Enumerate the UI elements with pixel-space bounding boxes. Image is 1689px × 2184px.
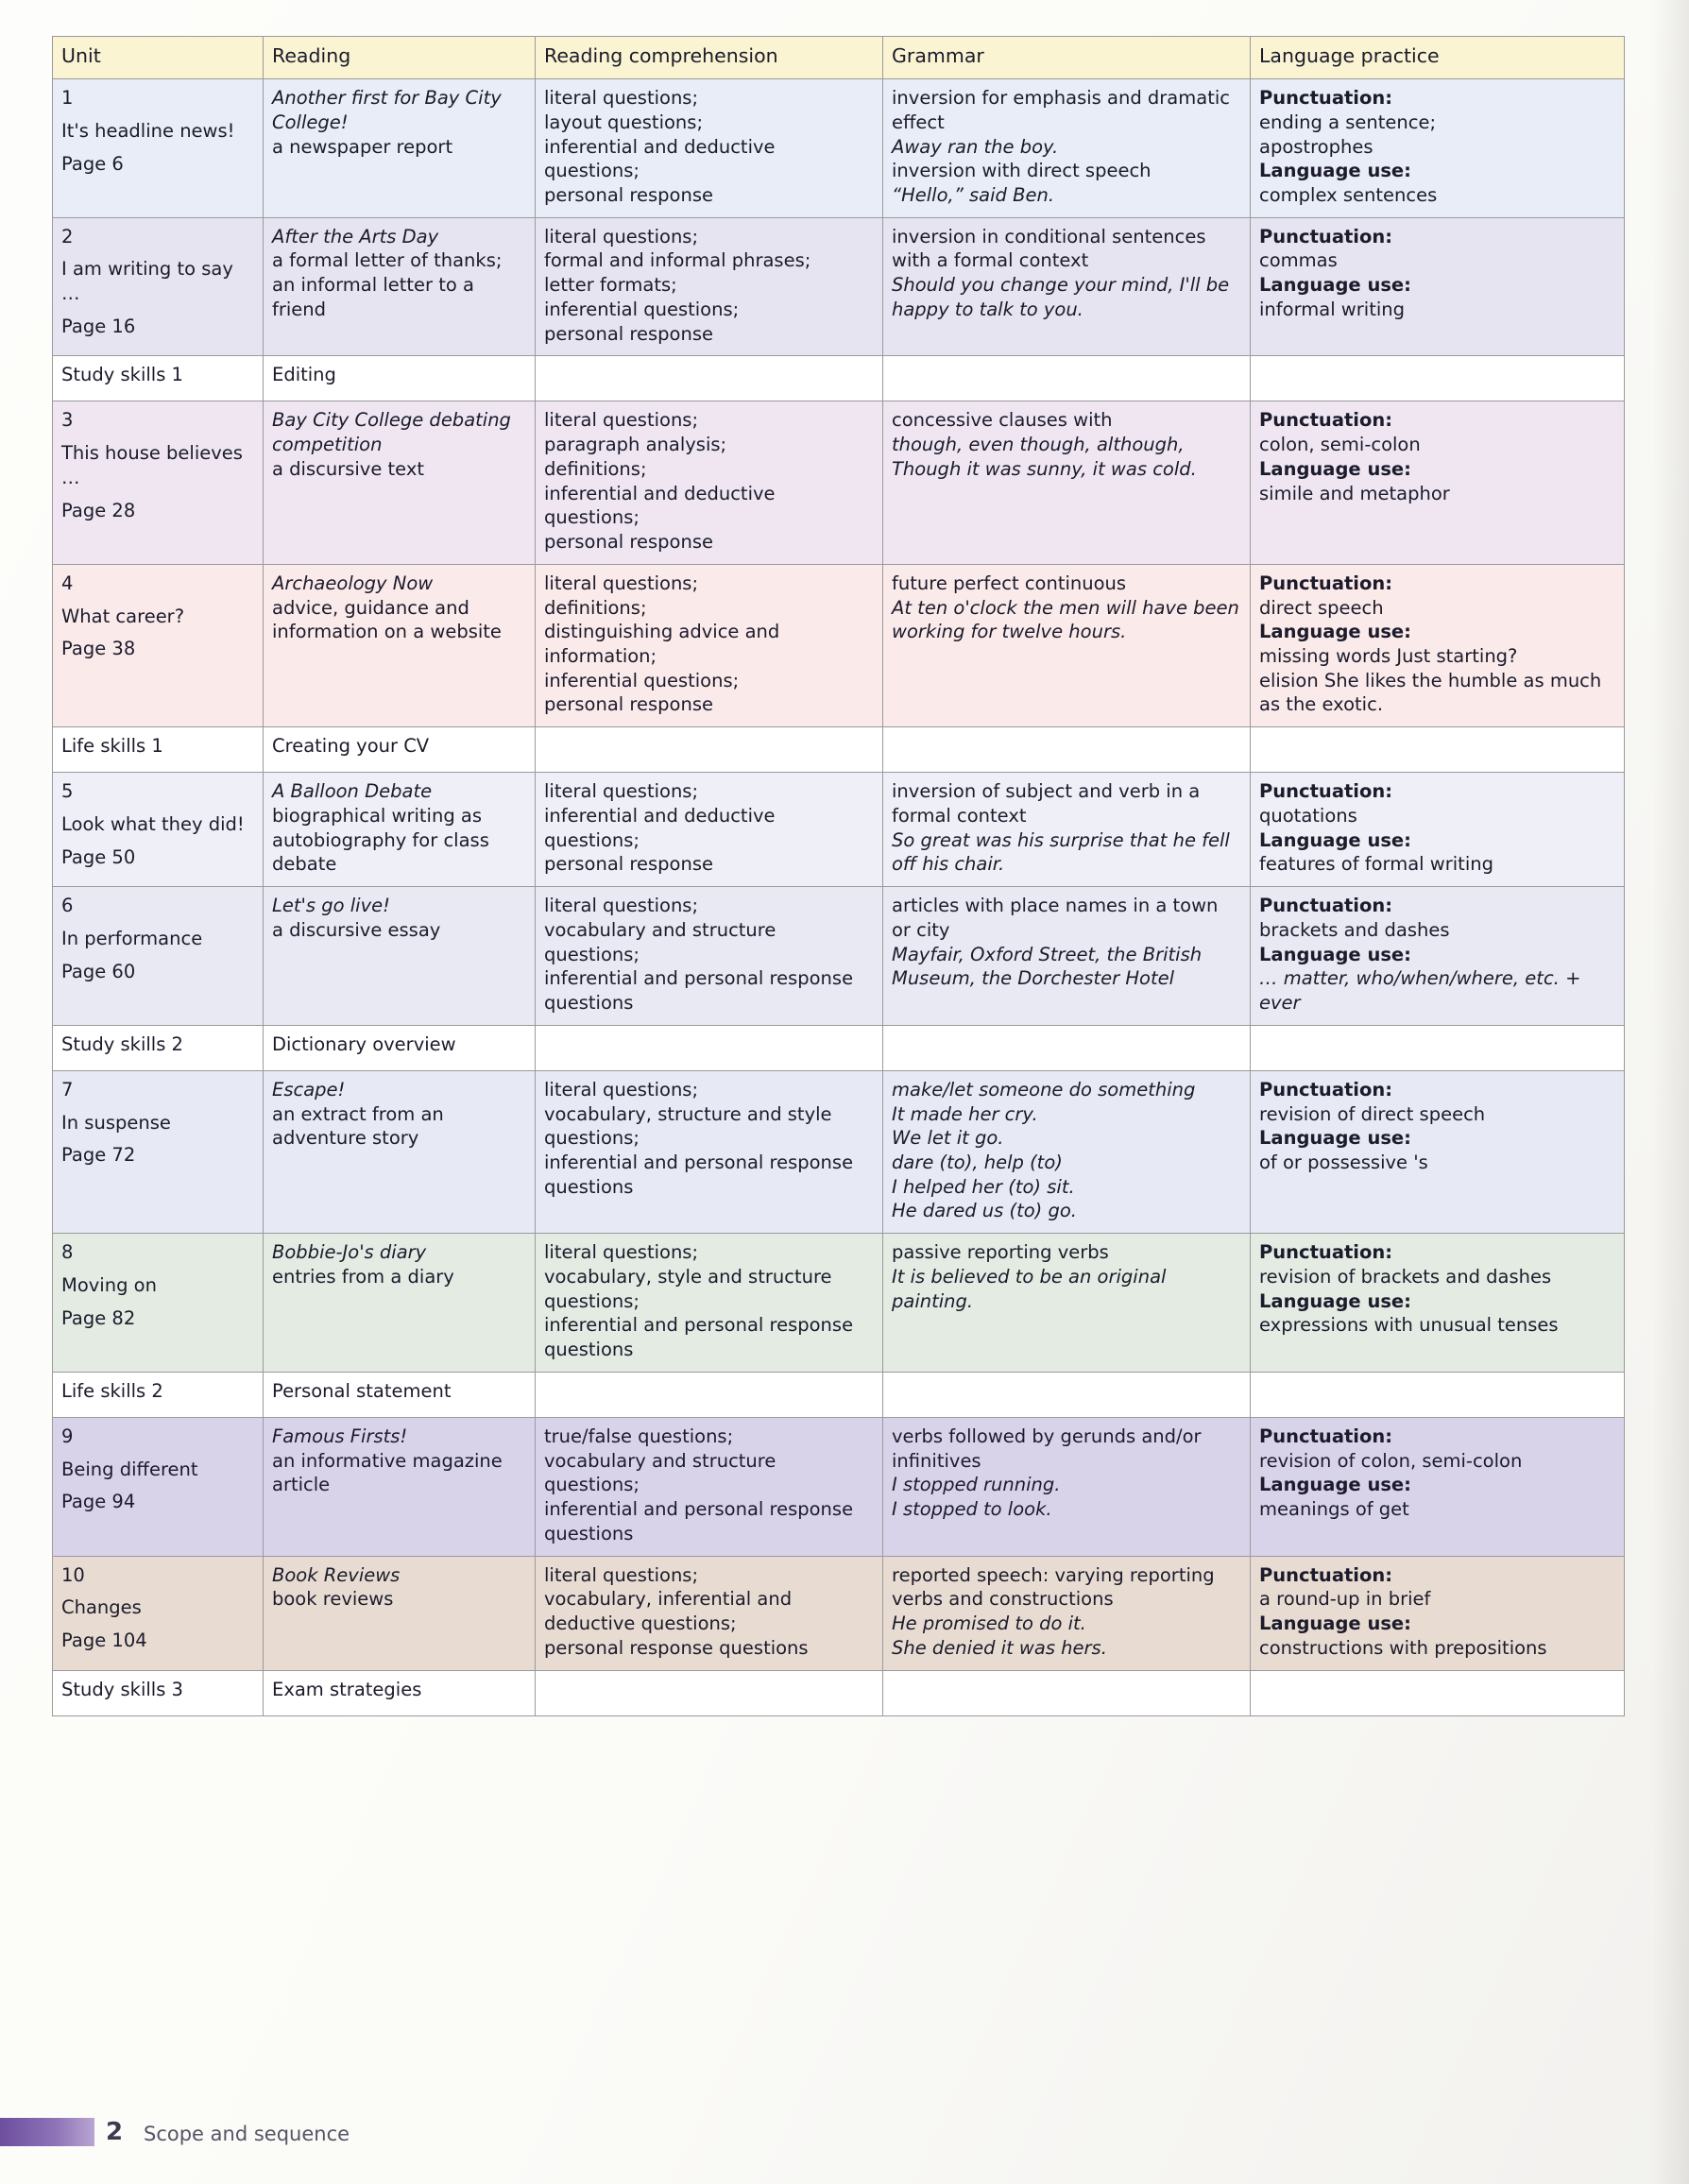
section-label: Study skills 2 [53, 1025, 264, 1070]
language-practice-cell: Punctuation: colon, semi-colon Language use: simile and metaphor [1251, 401, 1625, 564]
column-header-grammar: Grammar [883, 37, 1251, 79]
section-value: Exam strategies [264, 1670, 536, 1715]
footer-label: Scope and sequence [144, 2123, 350, 2145]
reading-cell: Another first for Bay City College! a newspaper report [264, 79, 536, 218]
section-empty-cell [883, 1372, 1251, 1417]
unit-title: It's headline news! [61, 119, 235, 142]
unit-cell [53, 401, 264, 564]
language-practice-cell: Punctuation: revision of colon, semi-colon Language use: meanings of get [1251, 1417, 1625, 1556]
reading-comprehension-cell: literal questions; paragraph analysis; definitions; inferential and deductive questions; personal response [536, 401, 883, 564]
unit-cell [53, 217, 264, 356]
table-section-row [53, 727, 1625, 773]
unit-title: Moving on [61, 1273, 157, 1296]
table-section-row [53, 1025, 1625, 1070]
section-empty-cell [883, 356, 1251, 401]
table-row [53, 79, 1625, 218]
reading-comprehension-cell: literal questions; inferential and deductive questions; personal response [536, 773, 883, 887]
page-edge-shadow [1651, 0, 1689, 2184]
section-value: Creating your CV [264, 727, 536, 773]
section-label: Life skills 1 [53, 727, 264, 773]
grammar-cell: concessive clauses with though, even though, although, Though it was sunny, it was cold. [883, 401, 1251, 564]
reading-cell: Let's go live! a discursive essay [264, 887, 536, 1026]
unit-number: 8 [61, 1241, 74, 1264]
table-section-row [53, 1372, 1625, 1417]
table-header-row [53, 37, 1625, 79]
unit-page: Page 38 [61, 638, 136, 660]
unit-page: Page 6 [61, 152, 124, 175]
section-value: Dictionary overview [264, 1025, 536, 1070]
unit-title: What career? [61, 605, 185, 627]
column-header-reading: Reading [264, 37, 536, 79]
page-footer [0, 2112, 1689, 2150]
section-label: Life skills 2 [53, 1372, 264, 1417]
unit-number: 4 [61, 572, 74, 594]
language-practice-cell: Punctuation: brackets and dashes Language use: … matter, who/when/where, etc. + ever [1251, 887, 1625, 1026]
table-row [53, 773, 1625, 887]
reading-comprehension-cell: literal questions; vocabulary, inferential and deductive questions; personal response questions [536, 1556, 883, 1670]
footer-page-number: 2 [106, 2118, 124, 2146]
unit-page: Page 16 [61, 315, 136, 337]
unit-number: 3 [61, 409, 74, 432]
grammar-cell: passive reporting verbs It is believed to be an original painting. [883, 1234, 1251, 1373]
reading-cell: Archaeology Now advice, guidance and information on a website [264, 564, 536, 726]
language-practice-cell: Punctuation: ending a sentence; apostrophes Language use: complex sentences [1251, 79, 1625, 218]
language-practice-cell: Punctuation: direct speech Language use: missing words Just starting? elision She likes the humble as much as the exotic. [1251, 564, 1625, 726]
table-section-row [53, 1670, 1625, 1715]
unit-cell [53, 564, 264, 726]
section-empty-cell [536, 1372, 883, 1417]
grammar-cell: verbs followed by gerunds and/or infinitives I stopped running. I stopped to look. [883, 1417, 1251, 1556]
table-row [53, 1417, 1625, 1556]
language-practice-cell: Punctuation: quotations Language use: features of formal writing [1251, 773, 1625, 887]
unit-page: Page 28 [61, 499, 136, 521]
scope-and-sequence-table [52, 36, 1625, 1716]
unit-number: 6 [61, 895, 74, 917]
table-section-row [53, 356, 1625, 401]
table-header [53, 37, 1625, 79]
table-row [53, 1070, 1625, 1233]
grammar-cell: inversion of subject and verb in a formal context So great was his surprise that he fell off his chair. [883, 773, 1251, 887]
table-row [53, 887, 1625, 1026]
unit-page: Page 104 [61, 1629, 147, 1652]
language-practice-cell: Punctuation: a round-up in brief Language use: constructions with prepositions [1251, 1556, 1625, 1670]
section-value: Editing [264, 356, 536, 401]
reading-cell: Famous Firsts! an informative magazine article [264, 1417, 536, 1556]
section-label: Study skills 3 [53, 1670, 264, 1715]
unit-number: 7 [61, 1078, 74, 1101]
unit-title: In suspense [61, 1111, 171, 1134]
section-empty-cell [536, 1670, 883, 1715]
unit-page: Page 82 [61, 1306, 136, 1329]
section-empty-cell [883, 1025, 1251, 1070]
section-empty-cell [536, 727, 883, 773]
column-header-language-practice: Language practice [1251, 37, 1625, 79]
reading-comprehension-cell: literal questions; formal and informal phrases; letter formats; inferential questions; personal response [536, 217, 883, 356]
section-empty-cell [883, 727, 1251, 773]
unit-number: 9 [61, 1425, 74, 1447]
reading-comprehension-cell: literal questions; layout questions; inferential and deductive questions; personal response [536, 79, 883, 218]
unit-page: Page 50 [61, 845, 136, 868]
reading-comprehension-cell: literal questions; vocabulary and structure questions; inferential and personal response questions [536, 887, 883, 1026]
unit-cell [53, 1556, 264, 1670]
unit-title: Look what they did! [61, 812, 245, 835]
unit-cell [53, 1234, 264, 1373]
unit-cell [53, 887, 264, 1026]
language-practice-cell: Punctuation: revision of brackets and dashes Language use: expressions with unusual tenses [1251, 1234, 1625, 1373]
unit-page: Page 72 [61, 1144, 136, 1167]
grammar-cell: future perfect continuous At ten o'clock the men will have been working for twelve hours. [883, 564, 1251, 726]
column-header-reading-comprehension: Reading comprehension [536, 37, 883, 79]
unit-page: Page 60 [61, 960, 136, 982]
unit-number: 5 [61, 780, 74, 803]
section-empty-cell [1251, 1372, 1625, 1417]
grammar-cell: inversion in conditional sentences with a formal context Should you change your mind, I'll be happy to talk to you. [883, 217, 1251, 356]
language-practice-cell: Punctuation: commas Language use: informal writing [1251, 217, 1625, 356]
reading-cell: Book Reviews book reviews [264, 1556, 536, 1670]
unit-page: Page 94 [61, 1491, 136, 1513]
unit-title: Changes [61, 1596, 142, 1619]
reading-comprehension-cell: literal questions; definitions; distinguishing advice and information; inferential questions; personal response [536, 564, 883, 726]
unit-title: This house believes … [61, 442, 243, 488]
table-row [53, 401, 1625, 564]
section-empty-cell [1251, 727, 1625, 773]
unit-number: 1 [61, 87, 74, 110]
footer-color-bar [0, 2118, 94, 2146]
section-label: Study skills 1 [53, 356, 264, 401]
unit-title: Being different [61, 1458, 198, 1480]
grammar-cell: inversion for emphasis and dramatic effect Away ran the boy. inversion with direct speech “Hello,” said Ben. [883, 79, 1251, 218]
section-empty-cell [1251, 356, 1625, 401]
unit-cell [53, 1417, 264, 1556]
reading-comprehension-cell: true/false questions; vocabulary and structure questions; inferential and personal response questions [536, 1417, 883, 1556]
language-practice-cell: Punctuation: revision of direct speech Language use: of or possessive 's [1251, 1070, 1625, 1233]
section-empty-cell [536, 1025, 883, 1070]
table-row [53, 1234, 1625, 1373]
column-header-unit: Unit [53, 37, 264, 79]
reading-cell: Bobbie-Jo's diary entries from a diary [264, 1234, 536, 1373]
reading-cell: Escape! an extract from an adventure story [264, 1070, 536, 1233]
table-row [53, 217, 1625, 356]
reading-cell: After the Arts Day a formal letter of thanks; an informal letter to a friend [264, 217, 536, 356]
unit-number: 2 [61, 225, 74, 247]
reading-comprehension-cell: literal questions; vocabulary, style and structure questions; inferential and personal response questions [536, 1234, 883, 1373]
grammar-cell: make/let someone do something It made her cry. We let it go. dare (to), help (to) I helped her (to) sit. He dared us (to) go. [883, 1070, 1251, 1233]
table-row [53, 564, 1625, 726]
unit-cell [53, 773, 264, 887]
section-empty-cell [1251, 1025, 1625, 1070]
grammar-cell: reported speech: varying reporting verbs and constructions He promised to do it. She denied it was hers. [883, 1556, 1251, 1670]
unit-title: I am writing to say … [61, 258, 233, 305]
grammar-cell: articles with place names in a town or city Mayfair, Oxford Street, the British Museum, the Dorchester Hotel [883, 887, 1251, 1026]
unit-title: In performance [61, 927, 203, 949]
unit-cell [53, 79, 264, 218]
reading-cell: Bay City College debating competition a discursive text [264, 401, 536, 564]
reading-cell: A Balloon Debate biographical writing as autobiography for class debate [264, 773, 536, 887]
section-value: Personal statement [264, 1372, 536, 1417]
unit-number: 10 [61, 1563, 85, 1586]
section-empty-cell [536, 356, 883, 401]
unit-cell [53, 1070, 264, 1233]
table-body [53, 79, 1625, 1715]
section-empty-cell [1251, 1670, 1625, 1715]
section-empty-cell [883, 1670, 1251, 1715]
table-row [53, 1556, 1625, 1670]
reading-comprehension-cell: literal questions; vocabulary, structure and style questions; inferential and personal response questions [536, 1070, 883, 1233]
